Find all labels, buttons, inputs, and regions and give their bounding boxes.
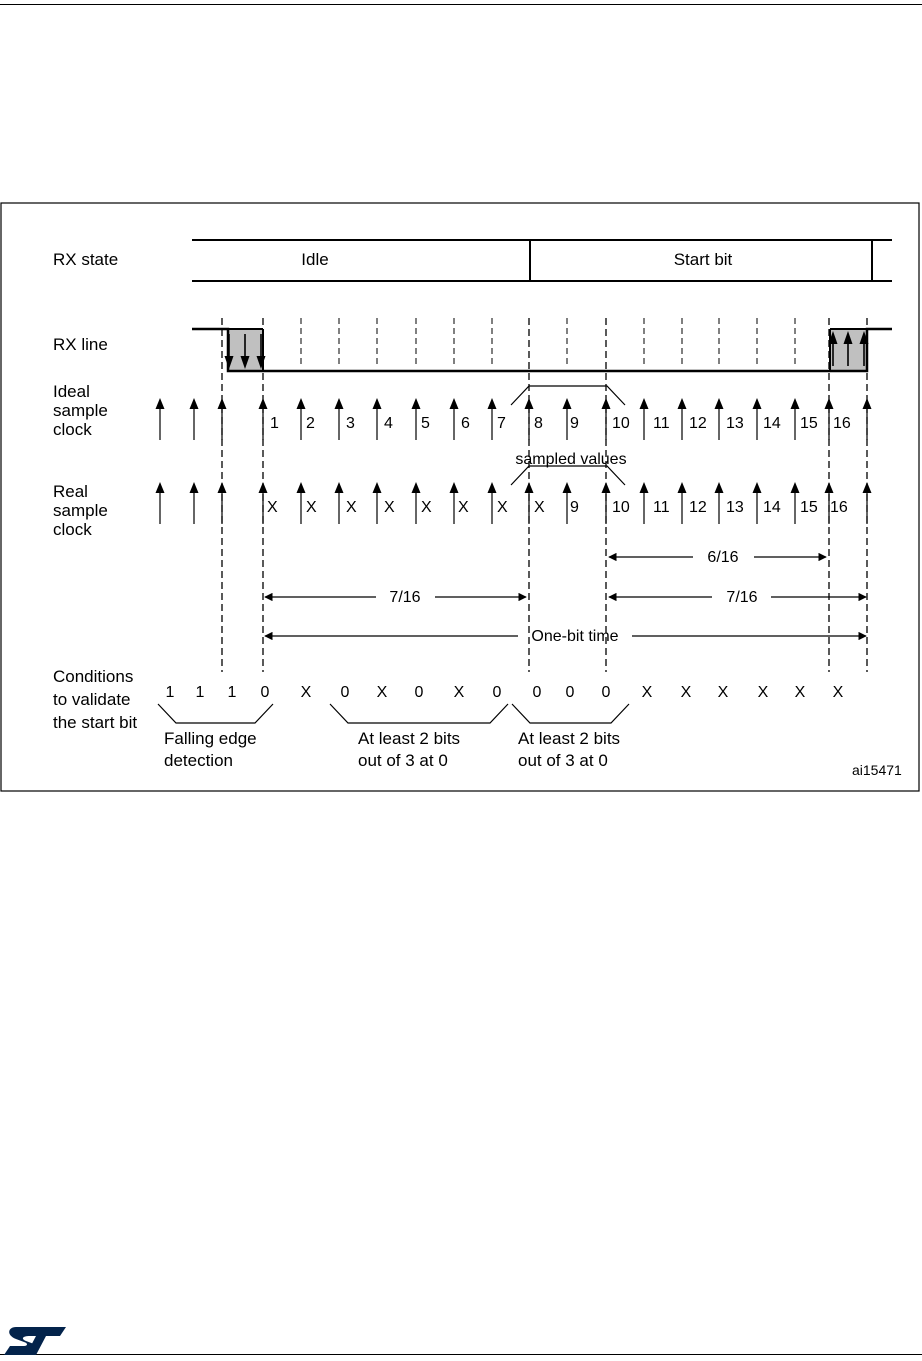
real-clock-arrow-head bbox=[678, 482, 687, 493]
real-label: 12 bbox=[689, 499, 707, 516]
ideal-label: 6 bbox=[461, 415, 470, 432]
real-label: 15 bbox=[800, 499, 818, 516]
timing-6-16-label: 6/16 bbox=[707, 549, 739, 566]
condition-value: X bbox=[832, 684, 844, 701]
real-label: 14 bbox=[763, 499, 781, 516]
condition-value: X bbox=[641, 684, 653, 701]
ideal-clock-arrow-head bbox=[297, 398, 306, 409]
rx-line-sample-arrows bbox=[225, 331, 869, 369]
real-clock-arrow-head bbox=[335, 482, 344, 493]
ideal-clock-arrow-head bbox=[640, 398, 649, 409]
timing-7-16-right-label: 7/16 bbox=[726, 589, 758, 606]
figure-id: ai15471 bbox=[852, 762, 902, 778]
real-label: 10 bbox=[612, 499, 630, 516]
ideal-label: 11 bbox=[653, 415, 670, 432]
condition-value: X bbox=[376, 684, 388, 701]
real-clock-arrow-head bbox=[525, 482, 534, 493]
real-clock-arrow-head bbox=[412, 482, 421, 493]
ideal-clock-arrow-head bbox=[412, 398, 421, 409]
ideal-clock-arrow-head bbox=[259, 398, 268, 409]
condition-value: 0 bbox=[601, 684, 611, 701]
condition-value: 0 bbox=[260, 684, 270, 701]
ideal-clock-arrow-head bbox=[753, 398, 762, 409]
ideal-label: 8 bbox=[534, 415, 543, 432]
real-label: X bbox=[534, 499, 545, 516]
real-clock-arrow-head bbox=[563, 482, 572, 493]
ideal-label: 5 bbox=[421, 415, 430, 432]
ideal-label: 3 bbox=[346, 415, 355, 432]
rx-state-bus bbox=[192, 240, 892, 281]
real-label: X bbox=[458, 499, 469, 516]
label-conditions-3: the start bit bbox=[53, 713, 138, 732]
ideal-clock-arrow-head bbox=[450, 398, 459, 409]
ideal-clock-arrow-head bbox=[190, 398, 199, 409]
real-label: X bbox=[384, 499, 395, 516]
sampled-values-label: sampled values bbox=[515, 451, 627, 468]
ideal-label: 1 bbox=[270, 415, 279, 432]
label-ideal-clock-1: Ideal bbox=[53, 382, 90, 401]
real-clock-arrow-head bbox=[791, 482, 800, 493]
condition-braces bbox=[158, 704, 629, 723]
conditions-values bbox=[166, 684, 844, 701]
condition-value: X bbox=[717, 684, 729, 701]
falling-edge-label-2: detection bbox=[164, 751, 233, 770]
ideal-clock-arrow-head bbox=[335, 398, 344, 409]
group2-label-2: out of 3 at 0 bbox=[518, 751, 608, 770]
ideal-label: 12 bbox=[689, 415, 707, 432]
condition-value: X bbox=[453, 684, 465, 701]
rx-state-idle: Idle bbox=[301, 250, 329, 269]
real-label: 11 bbox=[653, 499, 670, 516]
ideal-clock-arrow-head bbox=[525, 398, 534, 409]
real-label: X bbox=[497, 499, 508, 516]
real-clock-arrow-head bbox=[259, 482, 268, 493]
ideal-clock-arrow-head bbox=[373, 398, 382, 409]
group2-label-1: At least 2 bits bbox=[518, 729, 621, 748]
label-rx-state: RX state bbox=[53, 250, 119, 269]
group1-label-2: out of 3 at 0 bbox=[358, 751, 448, 770]
real-label: 16 bbox=[830, 499, 848, 516]
condition-value: 0 bbox=[414, 684, 424, 701]
ideal-label: 9 bbox=[570, 415, 579, 432]
ideal-label: 4 bbox=[384, 415, 393, 432]
ideal-clock-arrow-head bbox=[563, 398, 572, 409]
ideal-label: 16 bbox=[833, 415, 851, 432]
ideal-label: 10 bbox=[612, 415, 630, 432]
real-clock-arrow-head bbox=[450, 482, 459, 493]
ideal-clock-labels bbox=[270, 415, 851, 432]
ideal-clock-arrow-head bbox=[678, 398, 687, 409]
real-clock-arrow-head bbox=[863, 482, 872, 493]
label-ideal-clock-3: clock bbox=[53, 420, 92, 439]
condition-value: X bbox=[757, 684, 769, 701]
real-clock-arrow-head bbox=[156, 482, 165, 493]
condition-value: 0 bbox=[340, 684, 350, 701]
condition-value: 0 bbox=[565, 684, 575, 701]
label-real-clock-2: sample bbox=[53, 501, 108, 520]
rx-state-start-bit: Start bit bbox=[673, 250, 733, 269]
ideal-clock-arrow-head bbox=[602, 398, 611, 409]
real-clock-arrow-head bbox=[373, 482, 382, 493]
ideal-label: 7 bbox=[497, 415, 506, 432]
real-clock-arrow-head bbox=[488, 482, 497, 493]
condition-value: 1 bbox=[165, 684, 175, 701]
condition-value: X bbox=[794, 684, 806, 701]
real-clock-arrow-head bbox=[602, 482, 611, 493]
condition-value: 0 bbox=[532, 684, 542, 701]
label-rx-line: RX line bbox=[53, 335, 108, 354]
figure-frame bbox=[1, 203, 919, 791]
ideal-clock-arrow-head bbox=[715, 398, 724, 409]
label-ideal-clock-2: sample bbox=[53, 401, 108, 420]
real-clock-arrow-head bbox=[218, 482, 227, 493]
rx-line-waveform bbox=[192, 329, 892, 371]
condition-value: X bbox=[300, 684, 312, 701]
label-conditions-1: Conditions bbox=[53, 667, 134, 686]
ideal-label: 2 bbox=[306, 415, 315, 432]
ideal-clock-arrow-head bbox=[825, 398, 834, 409]
condition-value: 1 bbox=[195, 684, 205, 701]
one-bit-time-label: One-bit time bbox=[531, 628, 619, 645]
st-logo-icon bbox=[2, 1325, 68, 1357]
condition-value: 1 bbox=[227, 684, 237, 701]
real-label: 9 bbox=[570, 499, 579, 516]
real-clock-arrow-head bbox=[753, 482, 762, 493]
condition-value: 0 bbox=[492, 684, 502, 701]
falling-edge-label-1: Falling edge bbox=[164, 729, 257, 748]
real-label: X bbox=[346, 499, 357, 516]
ideal-label: 15 bbox=[800, 415, 818, 432]
ideal-label: 13 bbox=[726, 415, 744, 432]
label-real-clock-3: clock bbox=[53, 520, 92, 539]
page-bottom-rule bbox=[0, 1354, 922, 1355]
label-real-clock-1: Real bbox=[53, 482, 88, 501]
ideal-label: 14 bbox=[763, 415, 781, 432]
real-clock-arrow-head bbox=[190, 482, 199, 493]
label-conditions-2: to validate bbox=[53, 690, 131, 709]
ideal-clock-arrow-head bbox=[218, 398, 227, 409]
real-label: X bbox=[306, 499, 317, 516]
real-label: X bbox=[267, 499, 278, 516]
ideal-clock-arrow-head bbox=[791, 398, 800, 409]
real-clock-arrow-head bbox=[640, 482, 649, 493]
ideal-clock-arrow-head bbox=[863, 398, 872, 409]
real-clock-arrow-head bbox=[715, 482, 724, 493]
real-label: 13 bbox=[726, 499, 744, 516]
real-clock-arrow-head bbox=[825, 482, 834, 493]
timing-7-16-left-label: 7/16 bbox=[389, 589, 421, 606]
condition-value: X bbox=[680, 684, 692, 701]
ideal-clock-arrow-head bbox=[156, 398, 165, 409]
group1-label-1: At least 2 bits bbox=[358, 729, 461, 748]
real-clock-labels bbox=[267, 499, 848, 516]
real-label: X bbox=[421, 499, 432, 516]
real-clock-arrow-head bbox=[297, 482, 306, 493]
ideal-clock-arrow-head bbox=[488, 398, 497, 409]
